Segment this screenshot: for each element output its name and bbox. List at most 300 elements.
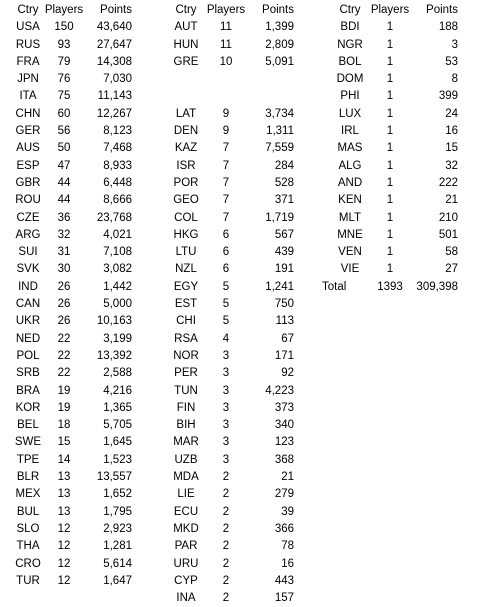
header-points: Points [100, 4, 132, 16]
country-cell: MDA [173, 471, 199, 484]
points-cell: 12,267 [96, 107, 132, 120]
players-cell: 2 [222, 505, 230, 518]
table-row [0, 54, 140, 71]
table-row [160, 210, 320, 227]
table-row [160, 469, 320, 486]
points-cell: 7,030 [103, 73, 132, 86]
country-cell: GBR [15, 176, 41, 189]
country-cell: FRA [16, 55, 40, 68]
country-cell: SLO [16, 522, 40, 535]
points-cell: 1,719 [265, 211, 294, 224]
players-cell: 19 [57, 384, 71, 397]
country-cell: MEX [15, 488, 41, 501]
table-row [160, 19, 320, 36]
table-row [0, 37, 140, 54]
points-cell: 21 [281, 471, 294, 484]
players-cell: 2 [222, 592, 230, 605]
table-row [160, 486, 320, 503]
country-cell: NZL [175, 263, 197, 276]
points-cell: 1,399 [265, 21, 294, 34]
table-row [160, 521, 320, 538]
players-cell: 2 [222, 522, 230, 535]
points-cell: 8 [451, 73, 458, 86]
points-cell: 27,647 [96, 38, 132, 51]
points-cell: 7,468 [103, 142, 132, 155]
points-cell: 67 [281, 332, 294, 345]
table-row [332, 261, 481, 278]
points-cell: 501 [438, 228, 458, 241]
table-row [0, 348, 140, 365]
points-cell: 2,588 [103, 367, 132, 380]
players-cell: 11 [220, 38, 232, 51]
country-cell: TPE [16, 453, 40, 466]
country-cell: BRA [16, 384, 40, 397]
table-row [160, 417, 320, 434]
table-row [160, 383, 320, 400]
points-cell: 399 [438, 90, 458, 103]
players-cell: 1 [386, 142, 394, 155]
country-cell: USA [16, 21, 40, 34]
points-cell: 13,557 [96, 471, 132, 484]
table-row [160, 279, 320, 296]
table-row [0, 192, 140, 209]
country-cell: IND [18, 280, 38, 293]
table-row [160, 123, 320, 140]
players-cell: 1 [386, 194, 394, 207]
players-cell: 3 [222, 349, 230, 362]
players-cell: 12 [57, 522, 71, 535]
table-row [332, 19, 481, 36]
table-column-1 [0, 2, 140, 590]
players-cell: 5 [222, 298, 230, 311]
country-cell: CRO [15, 557, 41, 570]
players-cell: 1 [386, 90, 394, 103]
points-cell: 210 [438, 211, 458, 224]
players-cell: 6 [222, 228, 230, 241]
country-cell: BEL [17, 419, 39, 432]
country-cell: BUL [16, 505, 40, 518]
country-cell: CHN [15, 107, 41, 120]
points-cell: 5,091 [265, 55, 294, 68]
points-cell: 171 [274, 349, 294, 362]
table-row [160, 106, 320, 123]
points-cell: 1,645 [103, 436, 132, 449]
table-column-3 [322, 2, 481, 296]
table-row [0, 538, 140, 555]
column-3-rows [332, 19, 481, 278]
players-cell: 14 [57, 453, 71, 466]
players-cell: 79 [57, 55, 71, 68]
points-cell: 43,640 [96, 21, 132, 34]
country-cell: NOR [173, 349, 199, 362]
table-row [160, 504, 320, 521]
table-row [332, 192, 481, 209]
table-row [332, 244, 481, 261]
players-cell: 2 [222, 488, 230, 501]
country-cell: NGR [337, 38, 363, 51]
country-cell: HUN [173, 38, 199, 51]
table-row [0, 227, 140, 244]
country-cell: BDI [340, 21, 360, 34]
country-cell: BOL [338, 55, 362, 68]
points-cell: 123 [274, 436, 294, 449]
country-cell: THA [16, 540, 40, 553]
country-cell: ESP [16, 159, 40, 172]
points-cell: 39 [281, 505, 294, 518]
table-row [0, 279, 140, 296]
points-cell: 5,614 [103, 557, 132, 570]
column-2-top-rows [160, 19, 320, 71]
players-cell: 3 [222, 367, 230, 380]
header-row [160, 2, 320, 19]
country-cell: SWE [14, 436, 42, 449]
points-cell: 340 [274, 419, 294, 432]
points-cell: 1,652 [103, 488, 132, 501]
country-cell: DOM [336, 73, 364, 86]
players-cell: 2 [222, 471, 230, 484]
table-row [0, 400, 140, 417]
table-row [0, 244, 140, 261]
header-country: Ctry [17, 4, 39, 16]
players-cell: 12 [57, 574, 71, 587]
country-cell: CHI [176, 315, 196, 328]
points-cell: 13,392 [96, 349, 132, 362]
points-cell: 8,666 [103, 194, 132, 207]
table-row [160, 400, 320, 417]
points-cell: 14,308 [96, 55, 132, 68]
points-cell: 443 [274, 574, 294, 587]
points-cell: 7,559 [265, 142, 294, 155]
points-cell: 5,000 [103, 298, 132, 311]
table-row [160, 244, 320, 261]
table-row [160, 37, 320, 54]
country-cell: CYP [174, 574, 198, 587]
players-cell: 18 [57, 419, 71, 432]
country-cell: POR [173, 176, 199, 189]
table-row [160, 538, 320, 555]
table-row [160, 331, 320, 348]
players-cell: 1 [386, 107, 394, 120]
players-cell: 3 [222, 453, 230, 466]
table-row [160, 365, 320, 382]
players-cell: 56 [57, 125, 71, 138]
country-cell: LIE [177, 488, 195, 501]
points-cell: 4,216 [103, 384, 132, 397]
players-cell: 2 [222, 574, 230, 587]
points-cell: 3,199 [103, 332, 132, 345]
players-cell: 12 [57, 557, 71, 570]
country-cell: LAT [175, 107, 197, 120]
table-row [0, 88, 140, 105]
players-cell: 60 [57, 107, 71, 120]
country-cell: MLT [338, 211, 362, 224]
players-cell: 26 [57, 280, 71, 293]
players-cell: 22 [57, 367, 71, 380]
header-players: Players [44, 4, 84, 16]
points-cell: 10,163 [96, 315, 132, 328]
country-cell: AUS [16, 142, 40, 155]
country-cell: EGY [173, 280, 199, 293]
points-cell: 4,223 [265, 384, 294, 397]
country-cell: MKD [173, 522, 199, 535]
players-cell: 5 [222, 280, 230, 293]
country-cell: VEN [338, 246, 362, 259]
country-cell: ISR [176, 159, 196, 172]
points-cell: 373 [274, 401, 294, 414]
table-row [160, 573, 320, 590]
table-row [0, 452, 140, 469]
country-cell: INA [176, 592, 196, 605]
country-cell: UZB [174, 453, 198, 466]
players-cell: 36 [57, 211, 71, 224]
points-cell: 1,795 [103, 505, 132, 518]
players-cell: 3 [222, 436, 230, 449]
country-cell: PAR [174, 540, 198, 553]
country-cell: PER [174, 367, 198, 380]
points-cell: 1,365 [103, 401, 132, 414]
points-cell: 58 [445, 246, 458, 259]
table-row [332, 123, 481, 140]
players-cell: 1 [386, 125, 394, 138]
table-row [160, 140, 320, 157]
players-cell: 3 [222, 384, 230, 397]
table-row [160, 158, 320, 175]
table-row [160, 348, 320, 365]
players-cell: 4 [222, 332, 230, 345]
points-cell: 2,809 [265, 38, 294, 51]
table-row [0, 158, 140, 175]
table-row [332, 106, 481, 123]
table-row [332, 37, 481, 54]
table-row [160, 556, 320, 573]
players-cell: 150 [54, 21, 74, 34]
players-cell: 26 [57, 315, 71, 328]
table-row [160, 452, 320, 469]
country-cell: POL [16, 349, 40, 362]
players-cell: 22 [57, 332, 71, 345]
table-row [0, 486, 140, 503]
table-row [0, 175, 140, 192]
total-row [322, 279, 481, 296]
country-cell: MNE [337, 228, 363, 241]
points-cell: 8,933 [103, 159, 132, 172]
points-cell: 16 [281, 557, 294, 570]
country-cell: GER [15, 125, 41, 138]
players-cell: 15 [57, 436, 71, 449]
table-row [160, 296, 320, 313]
players-cell: 11 [220, 21, 232, 34]
table-row [0, 296, 140, 313]
points-cell: 528 [274, 176, 294, 189]
table-row [0, 504, 140, 521]
table-row [0, 106, 140, 123]
table-row [0, 140, 140, 157]
spacer [160, 71, 320, 88]
players-cell: 5 [222, 315, 230, 328]
players-cell: 44 [57, 176, 71, 189]
country-cell: ITA [19, 90, 37, 103]
country-cell: ARG [15, 228, 41, 241]
table-row [160, 313, 320, 330]
country-cell: NED [15, 332, 41, 345]
points-cell: 7,108 [103, 246, 132, 259]
points-cell: 27 [445, 263, 458, 276]
players-cell: 76 [57, 73, 71, 86]
column-2-rows [160, 106, 320, 607]
country-cell: RUS [15, 38, 41, 51]
table-row [0, 210, 140, 227]
points-cell: 8,123 [103, 125, 132, 138]
points-cell: 191 [274, 263, 294, 276]
players-cell: 1 [386, 246, 394, 259]
table-row [160, 590, 320, 607]
country-cell: GEO [173, 194, 199, 207]
points-cell: 750 [274, 298, 294, 311]
points-cell: 5,705 [103, 419, 132, 432]
country-cell: BLR [16, 471, 40, 484]
header-players: Players [206, 4, 246, 16]
table-row [0, 417, 140, 434]
players-cell: 93 [57, 38, 71, 51]
points-cell: 222 [438, 176, 458, 189]
players-cell: 1 [386, 38, 394, 51]
table-row [160, 175, 320, 192]
country-cell: KEN [338, 194, 362, 207]
points-cell: 3 [451, 38, 458, 51]
points-cell: 21 [445, 194, 458, 207]
table-row [332, 54, 481, 71]
points-cell: 1,523 [103, 453, 132, 466]
players-cell: 1 [386, 211, 394, 224]
header-row [0, 2, 140, 19]
players-cell: 50 [57, 142, 71, 155]
country-cell: PHI [340, 90, 360, 103]
table-row [0, 313, 140, 330]
points-cell: 439 [274, 246, 294, 259]
table-row [0, 383, 140, 400]
players-cell: 9 [222, 107, 230, 120]
country-cell: KOR [15, 401, 41, 414]
country-cell: SUI [18, 246, 38, 259]
country-cell: BIH [176, 419, 196, 432]
header-players: Players [370, 4, 410, 16]
points-cell: 1,311 [266, 125, 294, 138]
points-cell: 366 [274, 522, 294, 535]
points-cell: 23,768 [96, 211, 132, 224]
players-cell: 75 [57, 90, 71, 103]
players-cell: 13 [57, 488, 71, 501]
table-row [0, 19, 140, 36]
points-cell: 188 [438, 21, 458, 34]
players-cell: 12 [57, 540, 71, 553]
table-row [332, 71, 481, 88]
column-1-rows [0, 19, 140, 590]
country-cell: MAR [173, 436, 199, 449]
country-cell: AUT [174, 21, 198, 34]
points-cell: 6,448 [103, 176, 132, 189]
players-cell: 31 [57, 246, 71, 259]
table-row [160, 227, 320, 244]
points-cell: 284 [274, 159, 294, 172]
players-cell: 7 [222, 176, 230, 189]
players-cell: 3 [222, 419, 230, 432]
country-cell: LUX [338, 107, 362, 120]
points-cell: 3,734 [265, 107, 294, 120]
points-cell: 92 [281, 367, 294, 380]
table-row [160, 192, 320, 209]
points-cell: 1,647 [103, 574, 132, 587]
players-cell: 7 [222, 159, 230, 172]
players-cell: 3 [222, 401, 230, 414]
table-row [0, 434, 140, 451]
players-cell: 13 [57, 471, 71, 484]
country-cell: MAS [337, 142, 363, 155]
points-cell: 368 [274, 453, 294, 466]
total-players: 1393 [377, 280, 403, 293]
points-cell: 15 [445, 142, 458, 155]
country-cell: FIN [176, 401, 196, 414]
table-row [160, 434, 320, 451]
points-cell: 567 [274, 228, 294, 241]
header-points: Points [426, 4, 458, 16]
country-cell: VIE [340, 263, 360, 276]
players-cell: 47 [57, 159, 71, 172]
players-cell: 26 [57, 298, 71, 311]
country-cell: AND [337, 176, 363, 189]
table-row [160, 261, 320, 278]
header-country: Ctry [339, 4, 361, 16]
points-cell: 113 [275, 315, 294, 328]
points-cell: 3,082 [103, 263, 132, 276]
country-cell: LTU [175, 246, 197, 259]
table-row [0, 573, 140, 590]
country-cell: TUR [16, 574, 40, 587]
players-cell: 44 [57, 194, 71, 207]
country-cell: EST [174, 298, 198, 311]
table-row [332, 140, 481, 157]
table-row [332, 88, 481, 105]
table-row [332, 158, 481, 175]
country-cell: CZE [16, 211, 40, 224]
table-row [332, 210, 481, 227]
players-cell: 10 [219, 55, 233, 68]
country-cell: GRE [173, 55, 199, 68]
country-cell: COL [174, 211, 198, 224]
players-cell: 32 [57, 228, 71, 241]
points-cell: 2,923 [103, 522, 132, 535]
country-cell: SVK [16, 263, 40, 276]
players-cell: 30 [57, 263, 71, 276]
points-cell: 4,021 [103, 228, 132, 241]
players-cell: 22 [57, 349, 71, 362]
points-cell: 78 [281, 540, 294, 553]
points-cell: 279 [274, 488, 294, 501]
table-row [0, 521, 140, 538]
spacer [160, 88, 320, 105]
country-cell: IRL [341, 125, 359, 138]
country-cell: SRB [16, 367, 40, 380]
country-cell: UKR [15, 315, 41, 328]
table-row [0, 365, 140, 382]
table-row [0, 123, 140, 140]
header-row [332, 2, 481, 19]
country-cell: KAZ [174, 142, 198, 155]
points-cell: 11,143 [97, 90, 132, 103]
players-cell: 1 [386, 73, 394, 86]
players-cell: 1 [386, 159, 394, 172]
players-cell: 1 [386, 55, 394, 68]
points-cell: 1,241 [265, 280, 294, 293]
